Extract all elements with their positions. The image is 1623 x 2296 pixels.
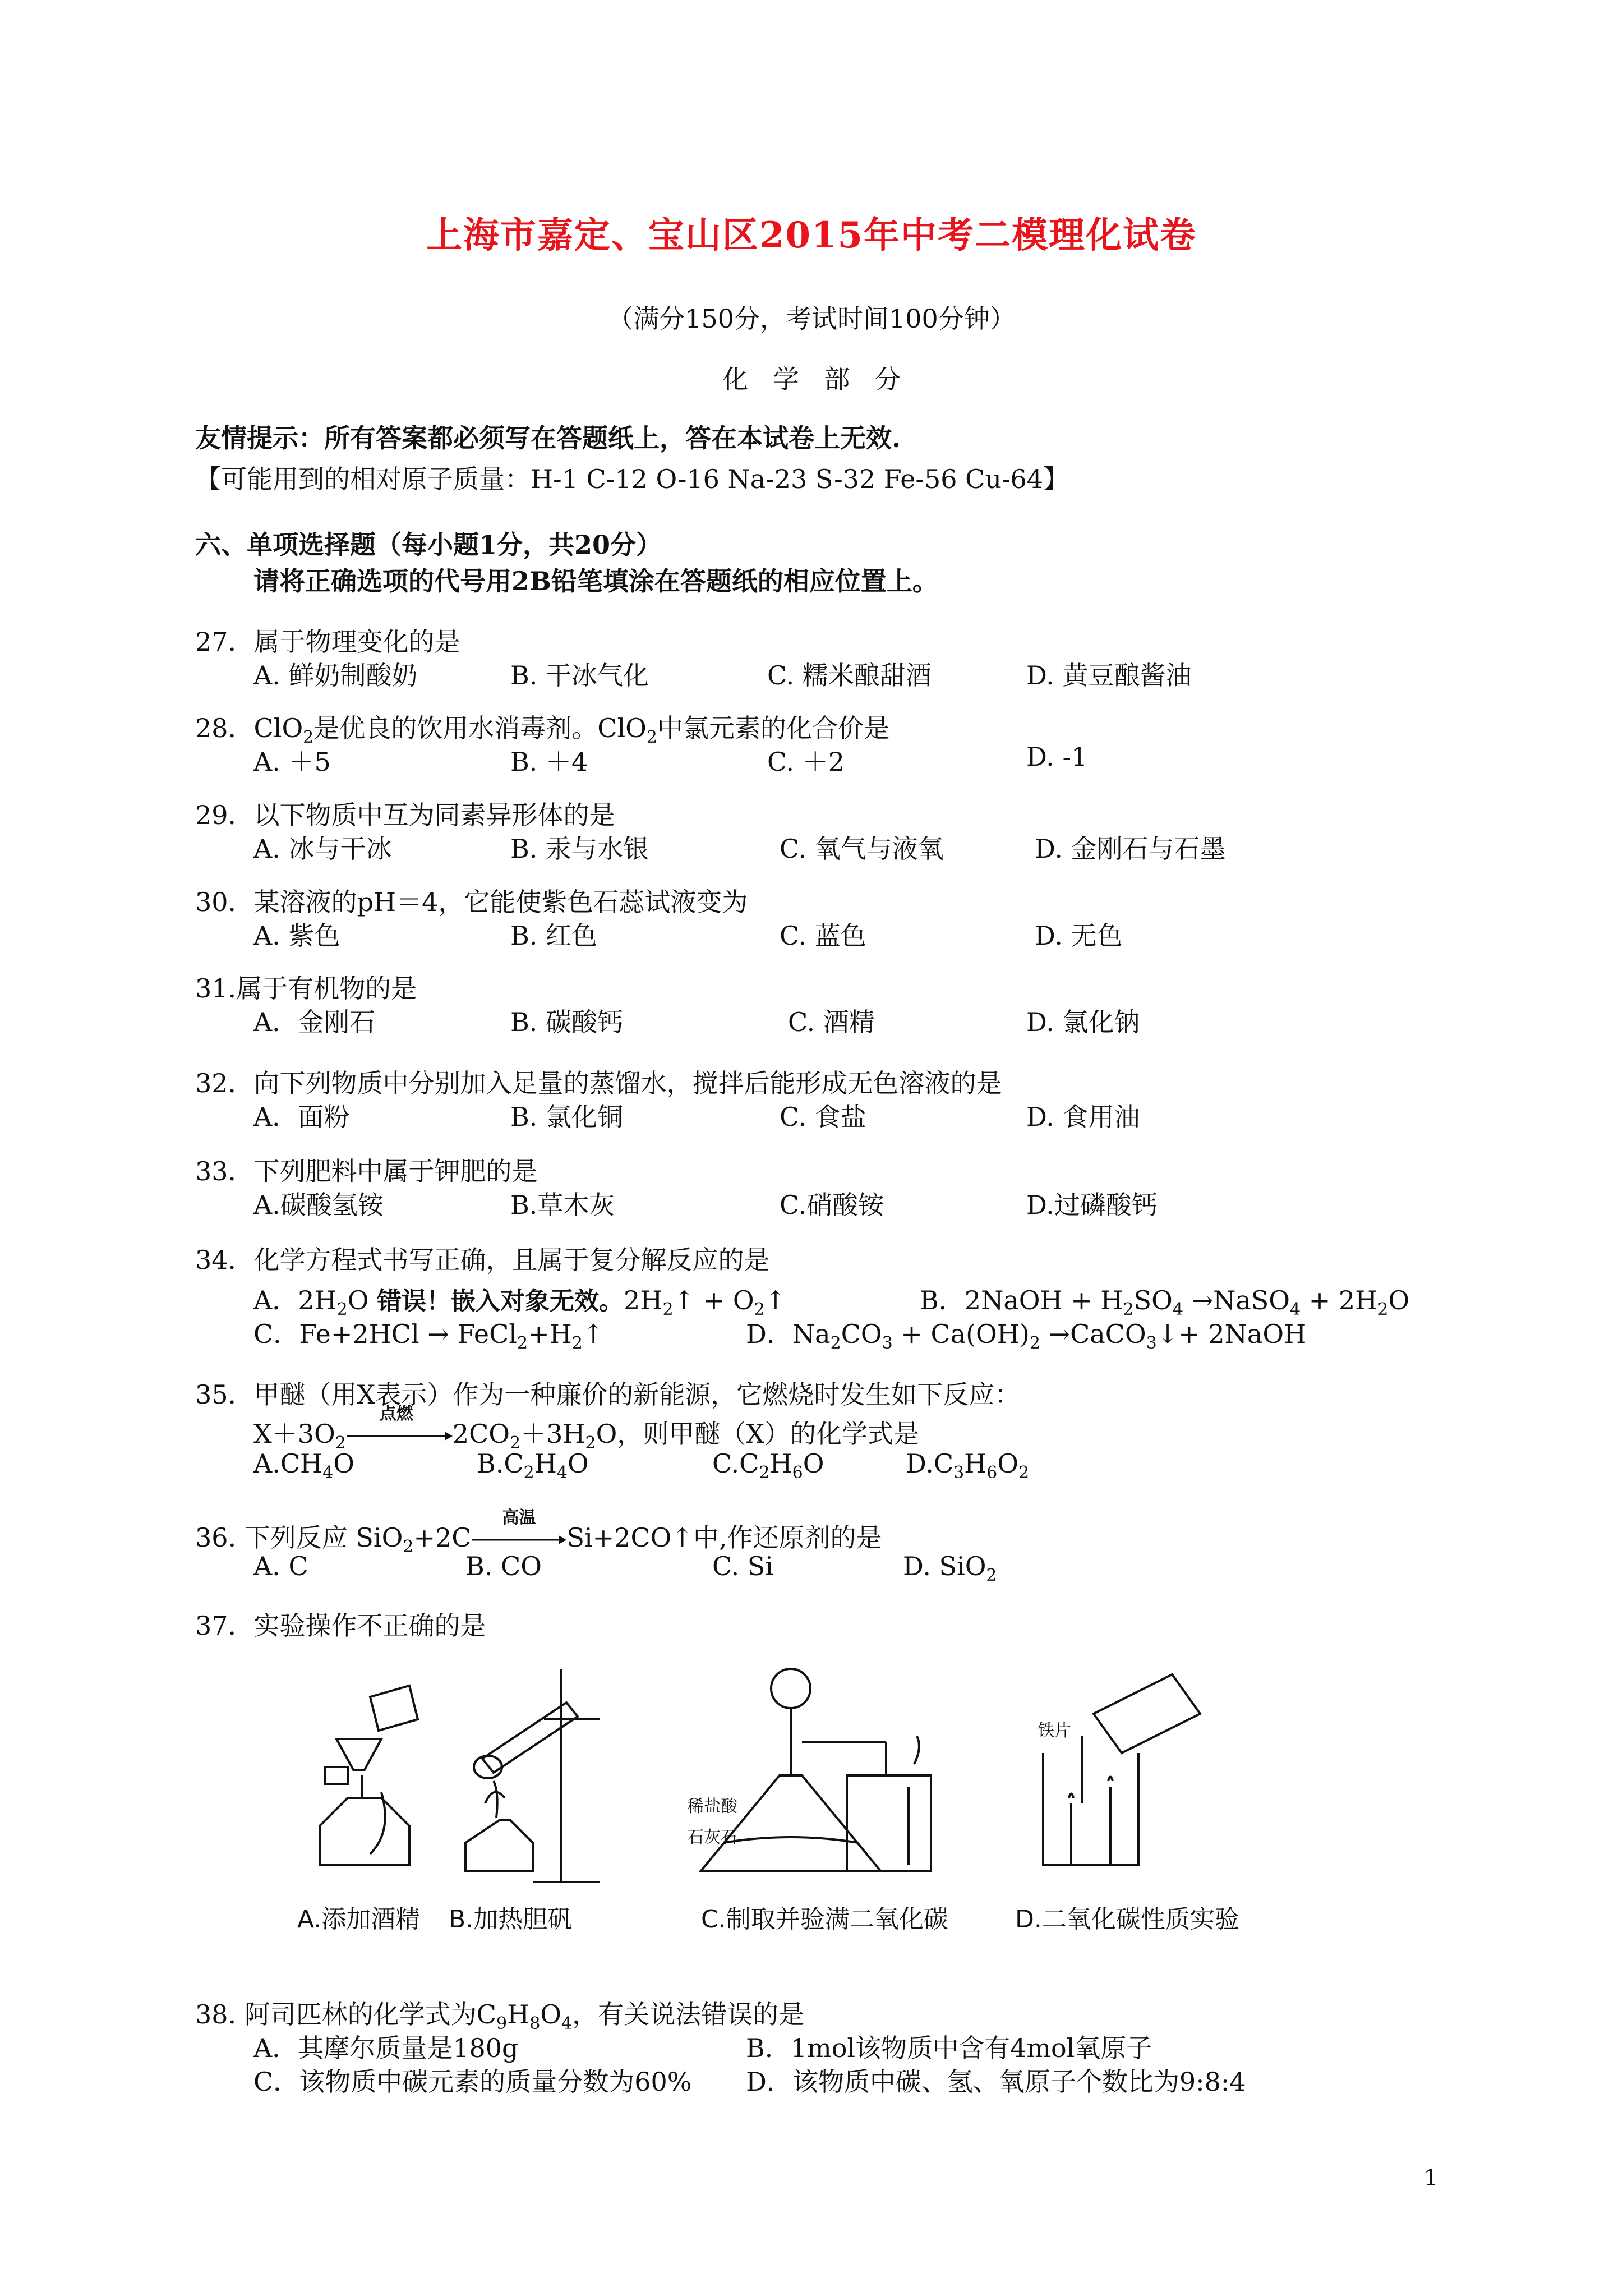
q36-option-a: A. C: [253, 1551, 308, 1581]
question-28-stem: 28．ClO$_2$是优良的饮用水消毒剂。ClO$_2$中氯元素的化合价是: [195, 713, 889, 747]
section-heading: 化 学 部 分: [722, 364, 901, 394]
question-27-stem: 27．属于物理变化的是: [195, 627, 460, 657]
q34-option-a: A．$2H_2O$ 错误！嵌入对象无效。$2H_2↑$ + $O_2↑$: [253, 1285, 787, 1319]
q35-option-c: $C.C_2H_6O$: [712, 1448, 824, 1483]
q31-option-d: D. 氯化钠: [1026, 1007, 1140, 1037]
atomic-masses: 【可能用到的相对原子质量：H-1 C-12 O-16 Na-23 S-32 Fe-56 Cu-64】: [195, 464, 1069, 494]
q32-option-c: C. 食盐: [780, 1102, 866, 1132]
q38-option-d: D．该物质中碳、氢、氧原子个数比为9:8:4: [746, 2067, 1246, 2097]
reaction-arrow-icon: [471, 1531, 566, 1548]
q38-option-a: A．其摩尔质量是180g: [253, 2033, 519, 2063]
q35-equation: $X+3O_2$ 点燃 $2CO_2+3H_2O$，则甲醚（X）的化学式是: [253, 1414, 919, 1451]
q28-option-b: B. ＋4: [510, 747, 588, 777]
q33-option-a: A.碳酸氢铵: [253, 1190, 384, 1220]
q36-option-b: B. CO: [465, 1551, 542, 1581]
condition-high-temp: 高温: [502, 1508, 536, 1527]
lab-operations-figure: [297, 1663, 1318, 1955]
part-instruction: 请将正确选项的代号用2B铅笔填涂在答题纸的相应位置上。: [253, 566, 938, 596]
question-33-stem: 33．下列肥料中属于钾肥的是: [195, 1156, 538, 1186]
caption-b: B.加热胆矾: [449, 1905, 573, 1934]
q34-option-d: D．$Na_2CO_3 + Ca(OH)_2$ →CaCO$_3$↓+ 2NaOH: [746, 1319, 1307, 1353]
q28-option-d: D. -1: [1026, 742, 1088, 772]
q28-option-c: C. ＋2: [767, 747, 845, 777]
question-35-stem: 35．甲醚（用X表示）作为一种廉价的新能源，它燃烧时发生如下反应：: [195, 1379, 1021, 1410]
label-limestone: 石灰石: [687, 1828, 737, 1847]
q36-option-c: C. Si: [712, 1551, 774, 1581]
q38-option-c: C．该物质中碳元素的质量分数为60%: [253, 2067, 692, 2097]
q30-option-a: A. 紫色: [253, 921, 340, 951]
label-hydrochloric-acid: 稀盐酸: [687, 1797, 737, 1816]
caption-c: C.制取并验满二氧化碳: [701, 1905, 948, 1934]
q27-option-d: D. 黄豆酿酱油: [1026, 660, 1192, 691]
part-heading: 六、单项选择题（每小题1分，共20分）: [195, 530, 662, 560]
q29-option-c: C. 氧气与液氧: [780, 834, 944, 864]
page-number: 1: [1423, 2165, 1438, 2191]
q29-option-b: B. 汞与水银: [510, 834, 649, 864]
q27-option-b: B. 干冰气化: [510, 660, 649, 691]
caption-d: D.二氧化碳性质实验: [1015, 1905, 1239, 1934]
question-30-stem: 30．某溶液的pH＝4，它能使紫色石蕊试液变为: [195, 887, 748, 917]
q27-option-a: A. 鲜奶制酸奶: [253, 660, 418, 691]
q32-option-d: D. 食用油: [1026, 1102, 1140, 1132]
beaker-candles-icon: [1043, 1674, 1200, 1865]
q34-option-c: C．$Fe+2HCl \to FeCl_2+H_2↑$: [253, 1319, 605, 1353]
question-29-stem: 29．以下物质中互为同素异形体的是: [195, 800, 615, 830]
q28-option-a: A. ＋5: [253, 747, 331, 777]
q32-option-a: A．面粉: [253, 1102, 350, 1132]
q32-option-b: B. 氯化铜: [510, 1102, 624, 1132]
question-38-stem: 38. 阿司匹林的化学式为$C_9H_8O_4$，有关说法错误的是: [195, 1999, 805, 2033]
q29-option-d: D. 金刚石与石墨: [1035, 834, 1226, 864]
q36-option-d: D. SiO$_2$: [903, 1551, 997, 1585]
q38-option-b: B．1mol该物质中含有4mol氧原子: [746, 2033, 1152, 2063]
q30-option-b: B. 红色: [510, 921, 598, 951]
q33-option-b: B.草木灰: [510, 1190, 615, 1220]
question-36-stem: 36. 下列反应 SiO$_2$+2C 高温 Si+2CO↑中,作还原剂的是: [195, 1517, 882, 1554]
reaction-arrow-icon: [346, 1428, 453, 1444]
question-37-stem: 37．实验操作不正确的是: [195, 1611, 486, 1641]
q34-option-b: B．2NaOH + $H_2SO_4$ →NaSO$_4$ + $2H_2O$: [920, 1285, 1410, 1319]
q30-option-c: C. 蓝色: [780, 921, 866, 951]
q27-option-c: C. 糯米酿甜酒: [767, 660, 932, 691]
q31-option-c: C. 酒精: [788, 1007, 875, 1037]
q33-option-d: D.过磷酸钙: [1026, 1190, 1158, 1220]
caption-a: A.添加酒精: [297, 1905, 421, 1934]
q30-option-d: D. 无色: [1035, 921, 1123, 951]
friendly-tip: 友情提示：所有答案都必须写在答题纸上，答在本试卷上无效.: [195, 423, 901, 453]
page-title: 上海市嘉定、宝山区2015年中考二模理化试卷: [426, 214, 1197, 256]
q33-option-c: C.硝酸铵: [780, 1190, 884, 1220]
question-32-stem: 32．向下列物质中分别加入足量的蒸馏水，搅拌后能形成无色溶液的是: [195, 1068, 1002, 1098]
q31-option-b: B. 碳酸钙: [510, 1007, 624, 1037]
question-31-stem: 31.属于有机物的是: [195, 973, 417, 1004]
exam-info: （满分150分，考试时间100分钟）: [607, 303, 1016, 334]
q35-option-a: $A.CH_4O$: [253, 1448, 354, 1483]
alcohol-lamp-icon: [320, 1686, 418, 1865]
label-iron-sheet: 铁片: [1038, 1721, 1071, 1741]
question-34-stem: 34．化学方程式书写正确，且属于复分解反应的是: [195, 1245, 770, 1275]
q35-option-d: $D.C_3H_6O_2$: [906, 1448, 1030, 1483]
condition-ignite: 点燃: [379, 1404, 413, 1424]
q29-option-a: A. 冰与干冰: [253, 834, 392, 864]
q35-option-b: $B.C_2H_4O$: [477, 1448, 589, 1483]
q31-option-a: A．金刚石: [253, 1007, 376, 1037]
embed-error-text: 错误！嵌入对象无效。: [377, 1287, 624, 1315]
iron-stand-icon: [465, 1669, 600, 1882]
